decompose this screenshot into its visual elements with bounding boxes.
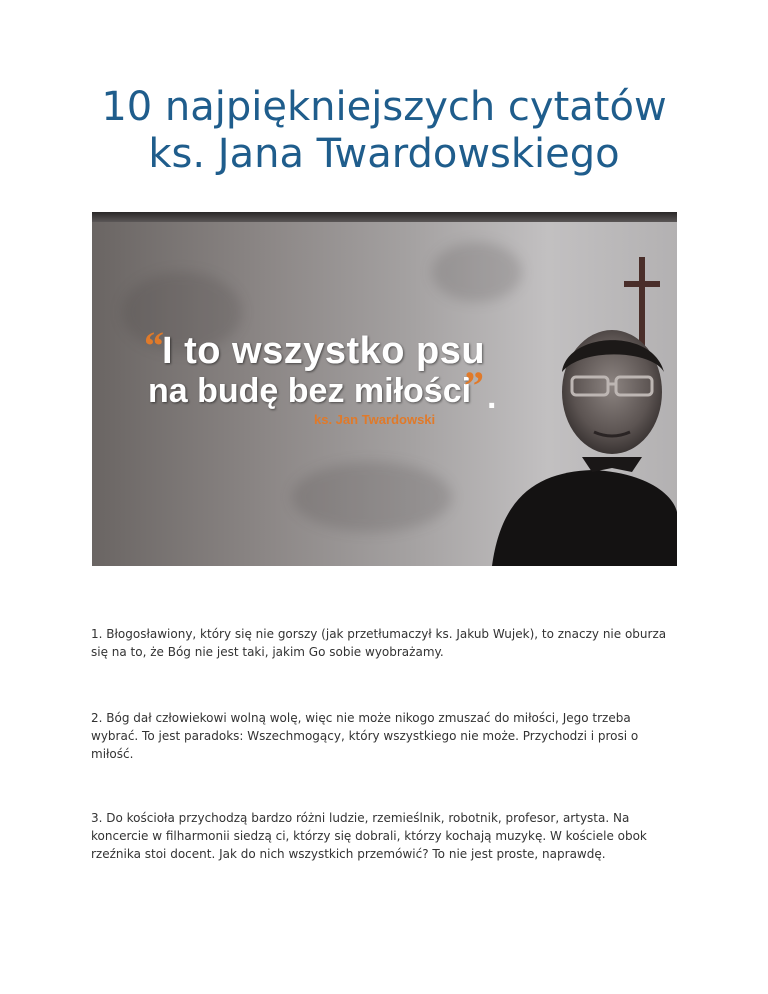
quote-period: . <box>487 378 497 416</box>
quote-open-mark: “ <box>144 323 164 368</box>
title-line-2: ks. Jana Twardowskiego <box>148 131 620 177</box>
wall-texture <box>292 462 452 532</box>
quote-paragraph-3: 3. Do kościoła przychodzą bardzo różni ludzie, rzemieślnik, robotnik, profesor, artysta. Na koncercie w filharmonii siedzą ci, którzy się dobrali, którzy kochają muzykę. W kościele obok rzeźnika stoi docent. Jak do nich wszystkich przemówić? To nie jest proste, naprawdę. <box>91 811 647 861</box>
quote-photo <box>92 212 677 566</box>
wall-texture <box>432 242 522 302</box>
quote-close-mark: ” <box>464 363 484 408</box>
quote-line-1: I to wszystko psu <box>162 330 486 372</box>
quote-author: ks. Jan Twardowski <box>314 412 436 427</box>
quote-line-2: na budę bez miłości <box>148 372 472 410</box>
photo-frame-edge <box>92 212 677 222</box>
page-title <box>60 84 708 178</box>
priest-portrait <box>482 322 677 566</box>
quote-paragraph-1: 1. Błogosławiony, który się nie gorszy (jak przetłumaczył ks. Jakub Wujek), to znaczy nie oburza się na to, że Bóg nie jest taki, jakim Go sobie wyobrażamy. <box>91 627 667 659</box>
title-line-1: 10 najpiękniejszych cytatów <box>101 84 667 130</box>
quote-paragraph-2: 2. Bóg dał człowiekowi wolną wolę, więc nie może nikogo zmuszać do miłości, Jego trzeba wybrać. To jest paradoks: Wszechmogący, który wszystkiego nie może. Przychodzi i prosi o miłość. <box>91 711 639 761</box>
